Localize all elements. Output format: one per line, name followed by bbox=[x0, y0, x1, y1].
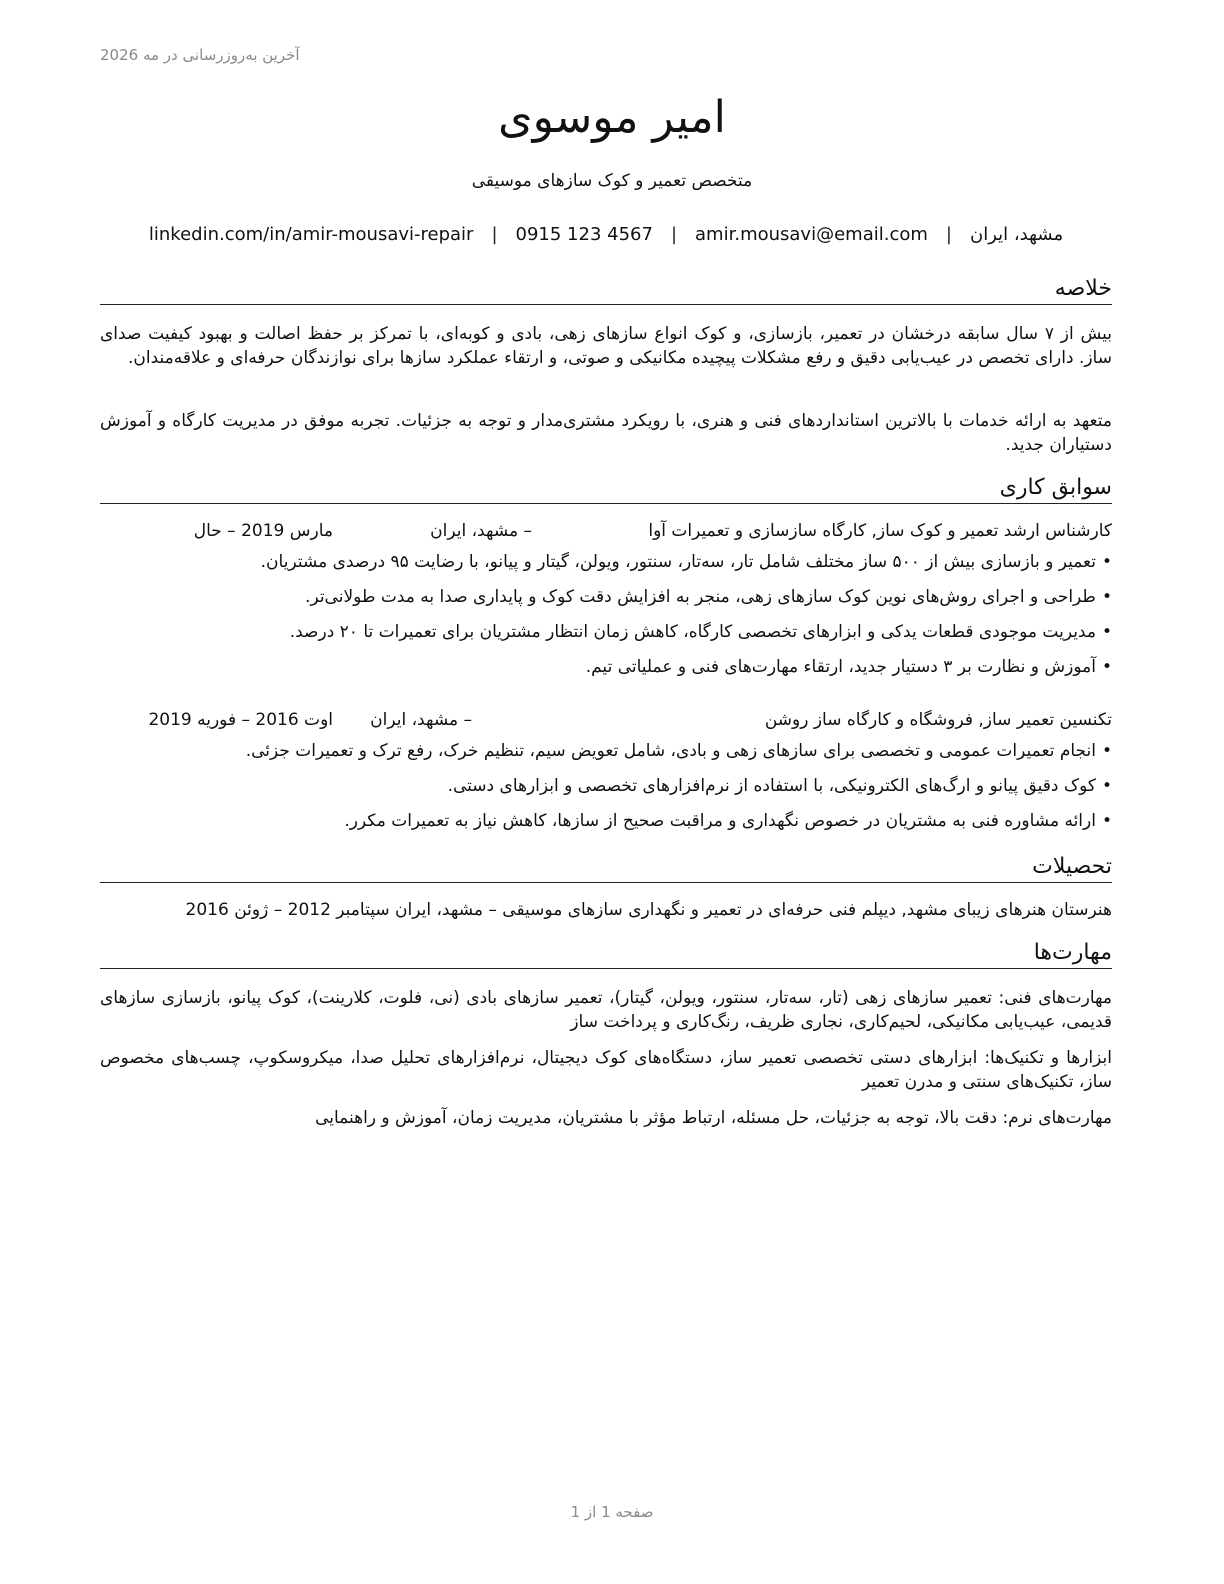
job-location: – مشهد، ایران bbox=[430, 521, 532, 541]
job-bullet: •انجام تعمیرات عمومی و تخصصی برای سازهای زهی و بادی، شامل تعویض سیم، تنظیم خرک، رفع ترک و تعمیرات جزئی. bbox=[245, 741, 1112, 761]
job-dates: اوت 2016 – فوریه 2019 bbox=[148, 710, 333, 730]
job-bullet: •کوک دقیق پیانو و ارگ‌های الکترونیکی، با استفاده از نرم‌افزارهای تخصصی و ابزارهای دستی. bbox=[447, 776, 1112, 796]
separator: | bbox=[945, 224, 952, 245]
separator: | bbox=[670, 224, 678, 245]
last-updated: آخرین به‌روزرسانی در مه 2026 bbox=[100, 46, 300, 64]
bullet-icon: • bbox=[1101, 811, 1112, 831]
section-title-education: تحصیلات bbox=[100, 854, 1112, 883]
skills-soft: مهارت‌های نرم: دقت بالا، توجه به جزئیات، حل مسئله، ارتباط مؤثر با مشتریان، مدیریت زمان، آموزش و راهنمایی bbox=[315, 1108, 1112, 1128]
job-bullet: •مدیریت موجودی قطعات یدکی و ابزارهای تخصصی کارگاه، کاهش زمان انتظار مشتریان برای تعمیرات تا ۲۰ درصد. bbox=[289, 622, 1112, 642]
job-bullet: •آموزش و نظارت بر ۳ دستیار جدید، ارتقاء مهارت‌های فنی و عملیاتی تیم. bbox=[585, 657, 1112, 677]
bullet-icon: • bbox=[1101, 622, 1112, 642]
skills-technical: مهارت‌های فنی: تعمیر سازهای زهی (تار، سه‌تار، سنتور، ویولن، گیتار)، تعمیر سازهای بادی (نی، فلوت، کلارینت)، کوک پیانو، بازسازی سازهای قدیمی، عیب‌یابی مکانیکی، لحیم‌کاری، نجاری ظریف، رنگ‌کاری و پرداخت ساز bbox=[100, 988, 1112, 1032]
job-location: – مشهد، ایران bbox=[370, 710, 472, 730]
contact-email[interactable]: amir.mousavi@email.com bbox=[695, 224, 928, 245]
job-dates: مارس 2019 – حال bbox=[193, 521, 333, 541]
bullet-icon: • bbox=[1101, 657, 1112, 677]
education-entry: هنرستان هنرهای زیبای مشهد, دیپلم فنی حرفه‌ای در تعمیر و نگهداری سازهای موسیقی – مشهد، ایران سپتامبر 2012 – ژوئن 2016 bbox=[185, 900, 1112, 920]
headline: متخصص تعمیر و کوک سازهای موسیقی bbox=[471, 171, 753, 191]
bullet-icon: • bbox=[1101, 552, 1112, 572]
contact-location: مشهد، ایران bbox=[969, 224, 1064, 245]
section-title-experience: سوابق کاری bbox=[100, 475, 1112, 504]
bullet-icon: • bbox=[1101, 741, 1112, 761]
candidate-name: امیر موسوی bbox=[498, 92, 726, 143]
separator: | bbox=[491, 224, 498, 245]
bullet-icon: • bbox=[1101, 587, 1112, 607]
contact-linkedin[interactable]: linkedin.com/in/amir-mousavi-repair bbox=[148, 224, 474, 245]
job-bullet: •ارائه مشاوره فنی به مشتریان در خصوص نگهداری و مراقبت صحیح از سازها، کاهش نیاز به تعمیرات مکرر. bbox=[344, 811, 1112, 831]
summary-paragraph-1: بیش از ۷ سال سابقه درخشان در تعمیر، بازسازی، و کوک انواع سازهای زهی، بادی و کوبه‌ای، با تمرکز بر حفظ اصالت و بهبود کیفیت صدای ساز. دارای تخصص در عیب‌یابی دقیق و رفع مشکلات پیچیده مکانیکی و صوتی، و ارتقاء عملکرد سازها برای نوازندگان حرفه‌ای و علاقه‌مندان. bbox=[100, 324, 1113, 368]
section-title-skills: مهارت‌ها bbox=[100, 940, 1112, 969]
job-bullet: •طراحی و اجرای روش‌های نوین کوک سازهای زهی، منجر به افزایش دقت کوک و پایداری صدا به مدت طولانی‌تر. bbox=[305, 587, 1112, 607]
job-header bbox=[100, 708, 1112, 732]
job-title: کارشناس ارشد تعمیر و کوک ساز, کارگاه سازسازی و تعمیرات آوا bbox=[648, 521, 1112, 541]
bullet-icon: • bbox=[1101, 776, 1112, 796]
contact-phone[interactable]: 0915 123 4567 bbox=[515, 224, 653, 245]
summary-paragraph-2: متعهد به ارائه خدمات با بالاترین استانداردهای فنی و هنری، با رویکرد مشتری‌مدار و توجه به جزئیات. تجربه موفق در مدیریت کارگاه و آموزش دستیاران جدید. bbox=[100, 411, 1112, 455]
job-header bbox=[100, 519, 1112, 543]
section-title-summary: خلاصه bbox=[100, 276, 1112, 305]
page-number: صفحه 1 از 1 bbox=[570, 1503, 654, 1521]
job-title: تکنسین تعمیر ساز, فروشگاه و کارگاه ساز روشن bbox=[764, 710, 1112, 730]
job-bullet: •تعمیر و بازسازی بیش از ۵۰۰ ساز مختلف شامل تار، سه‌تار، سنتور، ویولن، گیتار و پیانو، با رضایت ۹۵ درصدی مشتریان. bbox=[260, 552, 1112, 572]
skills-tools: ابزارها و تکنیک‌ها: ابزارهای دستی تخصصی تعمیر ساز، دستگاه‌های کوک دیجیتال، نرم‌افزارهای تحلیل صدا، میکروسکوپ، چسب‌های مخصوص ساز، تکنیک‌های سنتی و مدرن تعمیر bbox=[100, 1048, 1112, 1092]
contact-line bbox=[100, 224, 1112, 245]
